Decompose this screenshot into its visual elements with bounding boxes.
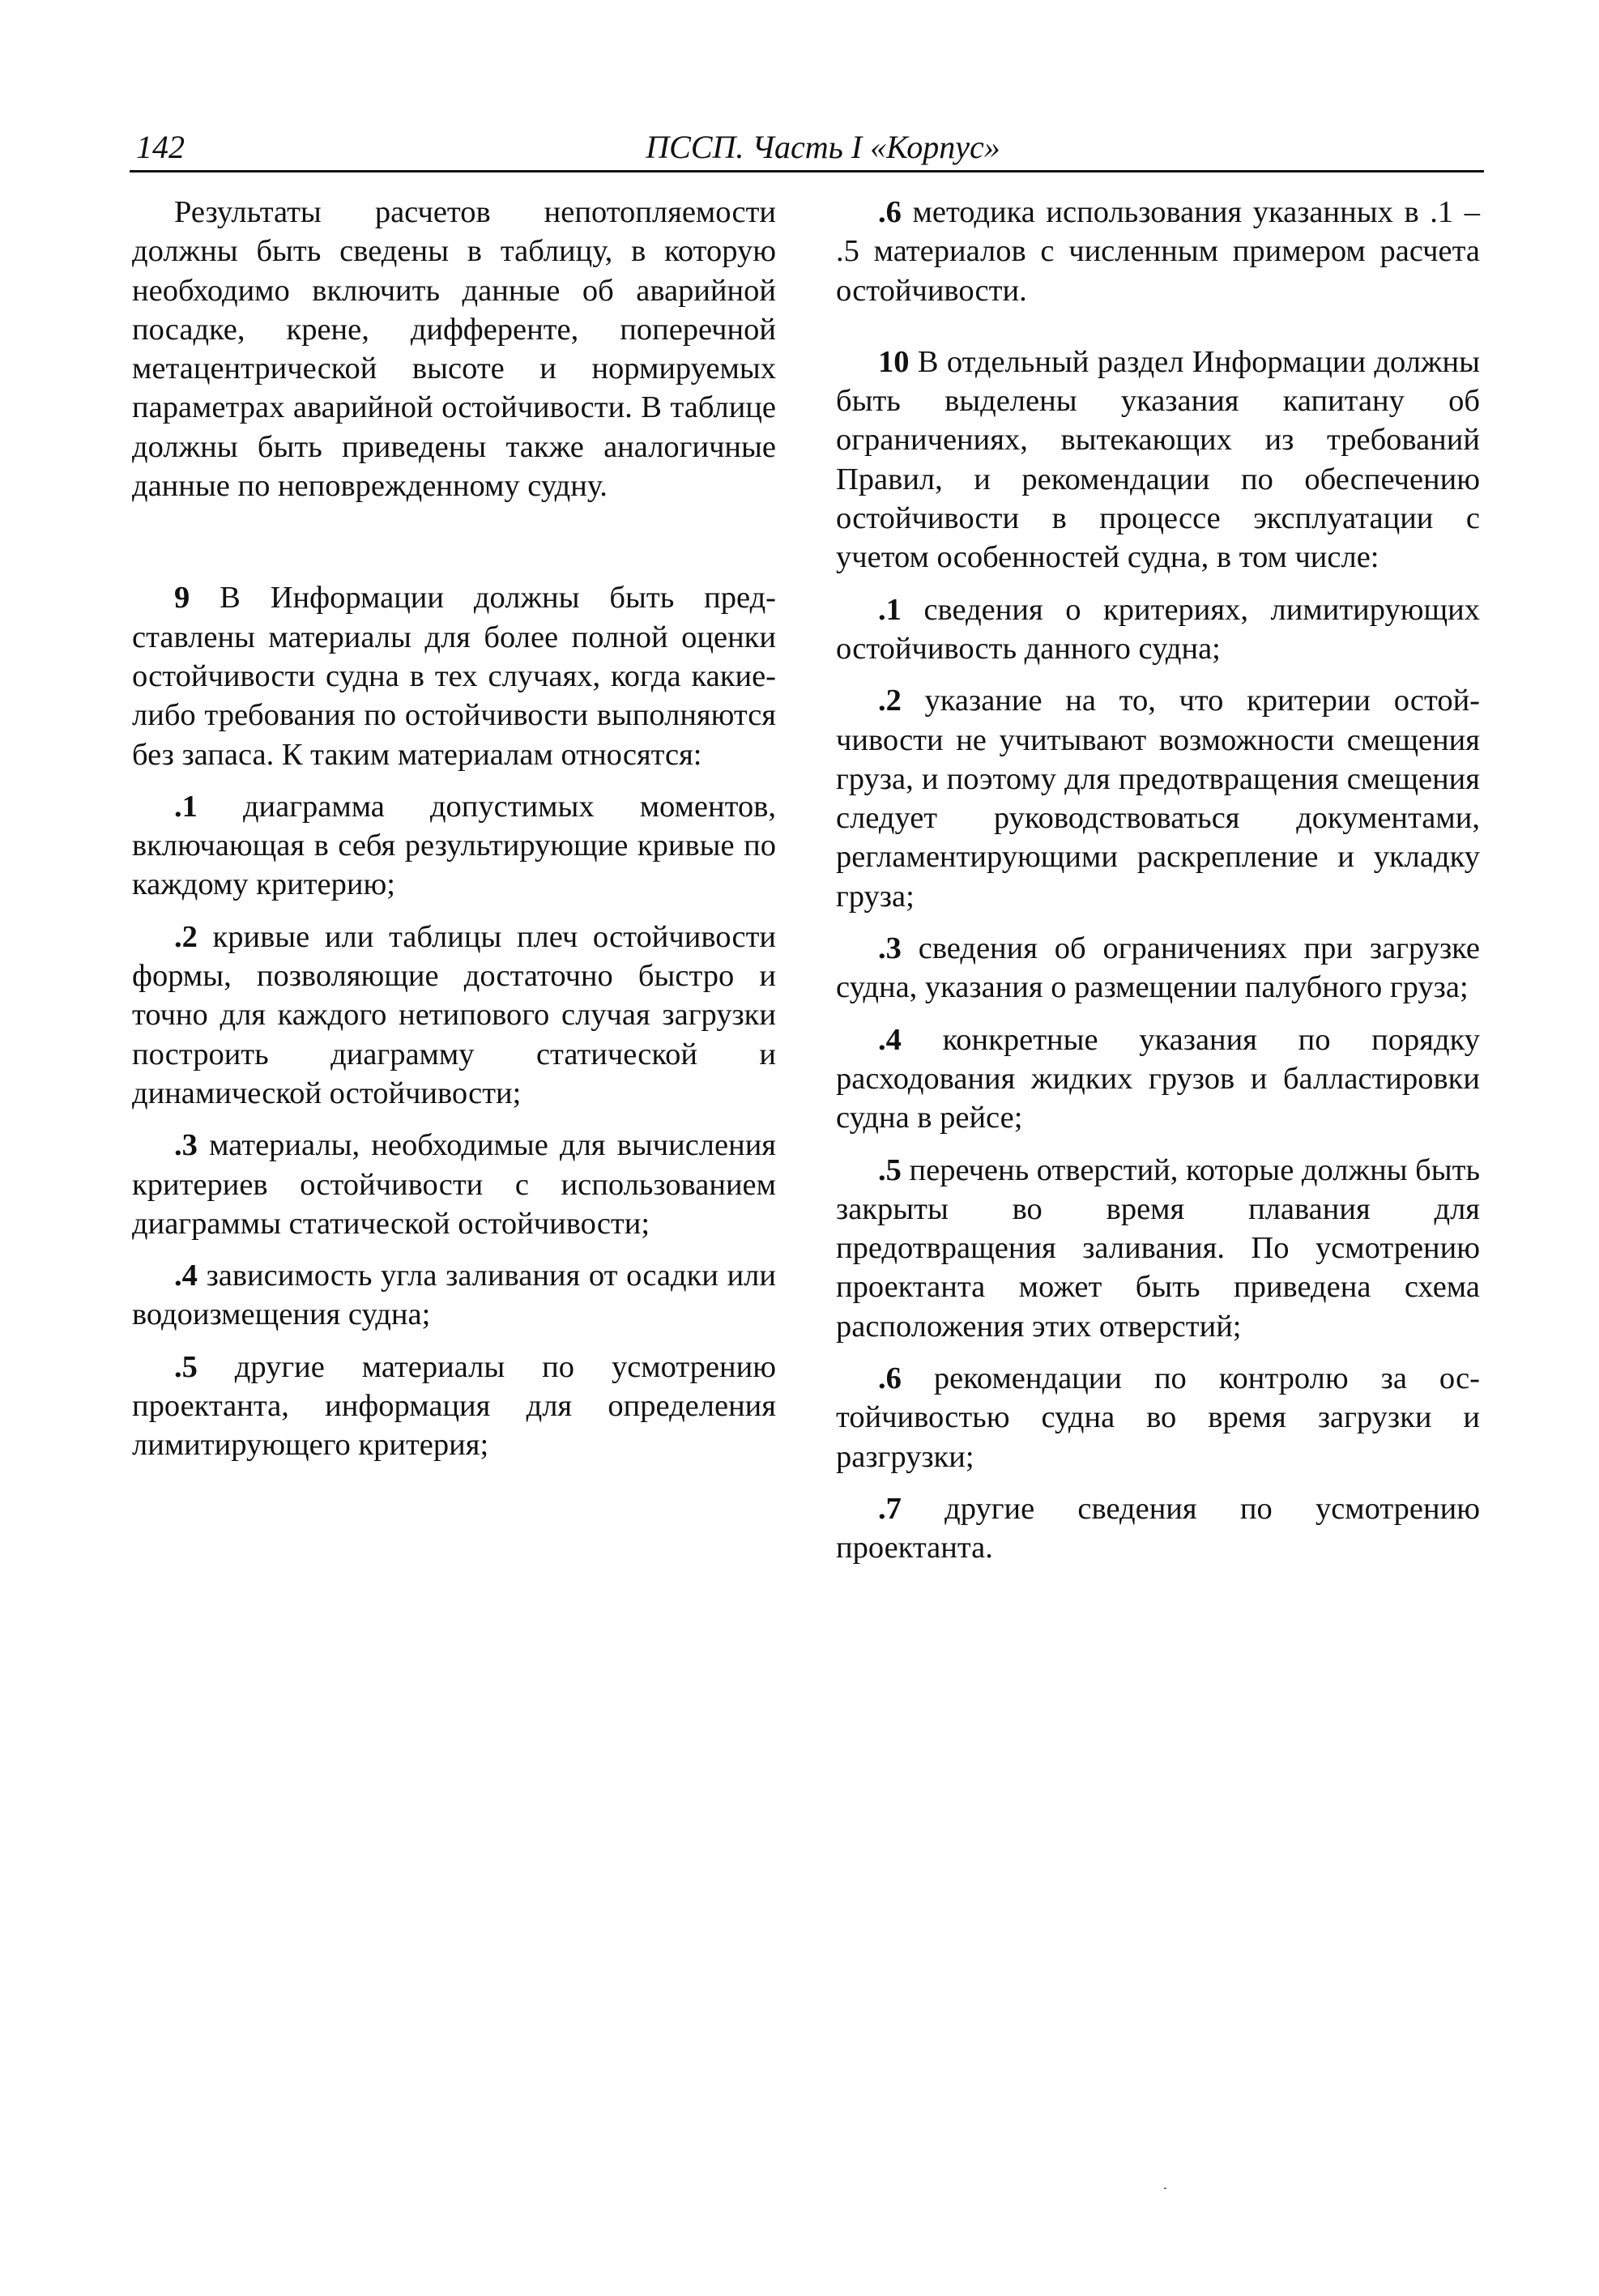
- list-item: [836, 929, 1480, 1007]
- clause-text: В Информации должны быть представлены материалы для более полной оценки остойчивости судна в тех случаях, когда какие-либо требования по остойчивости выполняются без запаса. К таким материалам относятся:: [132, 581, 776, 772]
- item-text: конкретные указания по порядку расходования жидких грузов и балластировки судна в рейсе;: [836, 1022, 1480, 1135]
- item-text: другие сведения по усмотрению проектанта.: [836, 1491, 1480, 1565]
- item-number: .6: [878, 195, 902, 229]
- item-number: .2: [174, 919, 198, 954]
- clause-number: 10: [878, 344, 910, 379]
- item-number: .6: [878, 1361, 902, 1396]
- item-number: .3: [878, 931, 902, 966]
- item-text: методика использования указанных в .1 – .5 материалов с численным примером расчета остойчивости.: [836, 195, 1480, 308]
- intro-paragraph: Результаты расчетов непотопляемости должны быть сведены в таблицу, в которую необходимо включить данные об аварийной посадке, крене, дифференте, поперечной метацентрической высоте и нормируемых параметрах аварийной остойчивости. В таблице должны быть приведены также аналогичные данные по неповрежденному судну.: [132, 195, 776, 504]
- item-text: перечень отверстий, которые должны быть закрыты во время плавания для предотвращения заливания. По усмотрению проектанта может быть приведена схема расположения этих отверстий;: [836, 1152, 1481, 1344]
- item-number: .1: [878, 592, 902, 627]
- item-number: .4: [174, 1259, 198, 1293]
- item-text: зависимость угла заливания от осадки или водоизмещения судна;: [132, 1259, 776, 1332]
- item-text: сведения об ограничениях при загрузке судна, указания о размещении палубного груза;: [836, 931, 1480, 1005]
- item-text: сведения о критериях, лимитирующих остойчивость данного судна;: [836, 592, 1481, 666]
- clause-number: 9: [174, 581, 190, 616]
- item-text: рекомендации по контролю за остойчивостью судна во время загрузки и разгрузки;: [836, 1361, 1480, 1474]
- item-number: .1: [174, 789, 198, 824]
- list-item: [132, 918, 776, 1113]
- item-number: .5: [878, 1152, 902, 1187]
- continued-list-item: [836, 193, 1480, 310]
- list-item: [132, 1126, 776, 1243]
- list-item: [132, 1348, 776, 1465]
- item-number: .5: [174, 1349, 198, 1384]
- item-number: .7: [878, 1491, 902, 1526]
- clause-10-paragraph: [836, 343, 1480, 577]
- item-number: .2: [878, 684, 902, 718]
- scan-speck: [1164, 2187, 1166, 2189]
- left-column: [132, 193, 776, 1465]
- list-item: [836, 681, 1480, 916]
- list-item: [836, 1020, 1480, 1138]
- item-number: .3: [174, 1128, 198, 1163]
- page-header: [130, 121, 1484, 173]
- item-text: другие материалы по усмотрению проектанта, информация для определения лимитирующего критерия;: [132, 1349, 776, 1463]
- list-item: [836, 590, 1480, 669]
- right-column: [836, 193, 1480, 1568]
- page-number: 142: [136, 129, 185, 165]
- list-item: [132, 1256, 776, 1335]
- item-number: .4: [878, 1022, 902, 1057]
- item-text: кривые или таблицы плеч остойчивости формы, позволяющие достаточно быстро и точно для каждого нетипового случая загрузки построить диаграмму статической и динамической остойчивости;: [132, 919, 777, 1110]
- list-item: [836, 1151, 1480, 1346]
- clause-9-paragraph: [132, 578, 776, 773]
- item-text: материалы, необходимые для вычисления критериев остойчивости с использованием диаграммы статической остойчивости;: [132, 1128, 777, 1241]
- list-item: [836, 1489, 1480, 1568]
- running-title: ПССП. Часть I «Корпус»: [646, 129, 1000, 165]
- clause-text: В отдельный раздел Информации должны быть выделены указания капитану об ограничениях, вытекающих из требований Правил, и рекомендации по обеспечению остойчивости в процессе эксплуатации с учетом особенностей судна, в том числе:: [836, 344, 1480, 575]
- list-item: [836, 1359, 1480, 1476]
- list-item: [132, 787, 776, 905]
- item-text: указание на то, что критерии остойчивости не учитывают возможности смещения груза, и поэтому для предотвращения смещения следует руководствоваться документами, регламентирующими раскрепление и укладку груза;: [836, 684, 1480, 914]
- item-text: диаграмма допустимых моментов, включающая в себя результирующие кривые по каждому критерию;: [132, 789, 776, 902]
